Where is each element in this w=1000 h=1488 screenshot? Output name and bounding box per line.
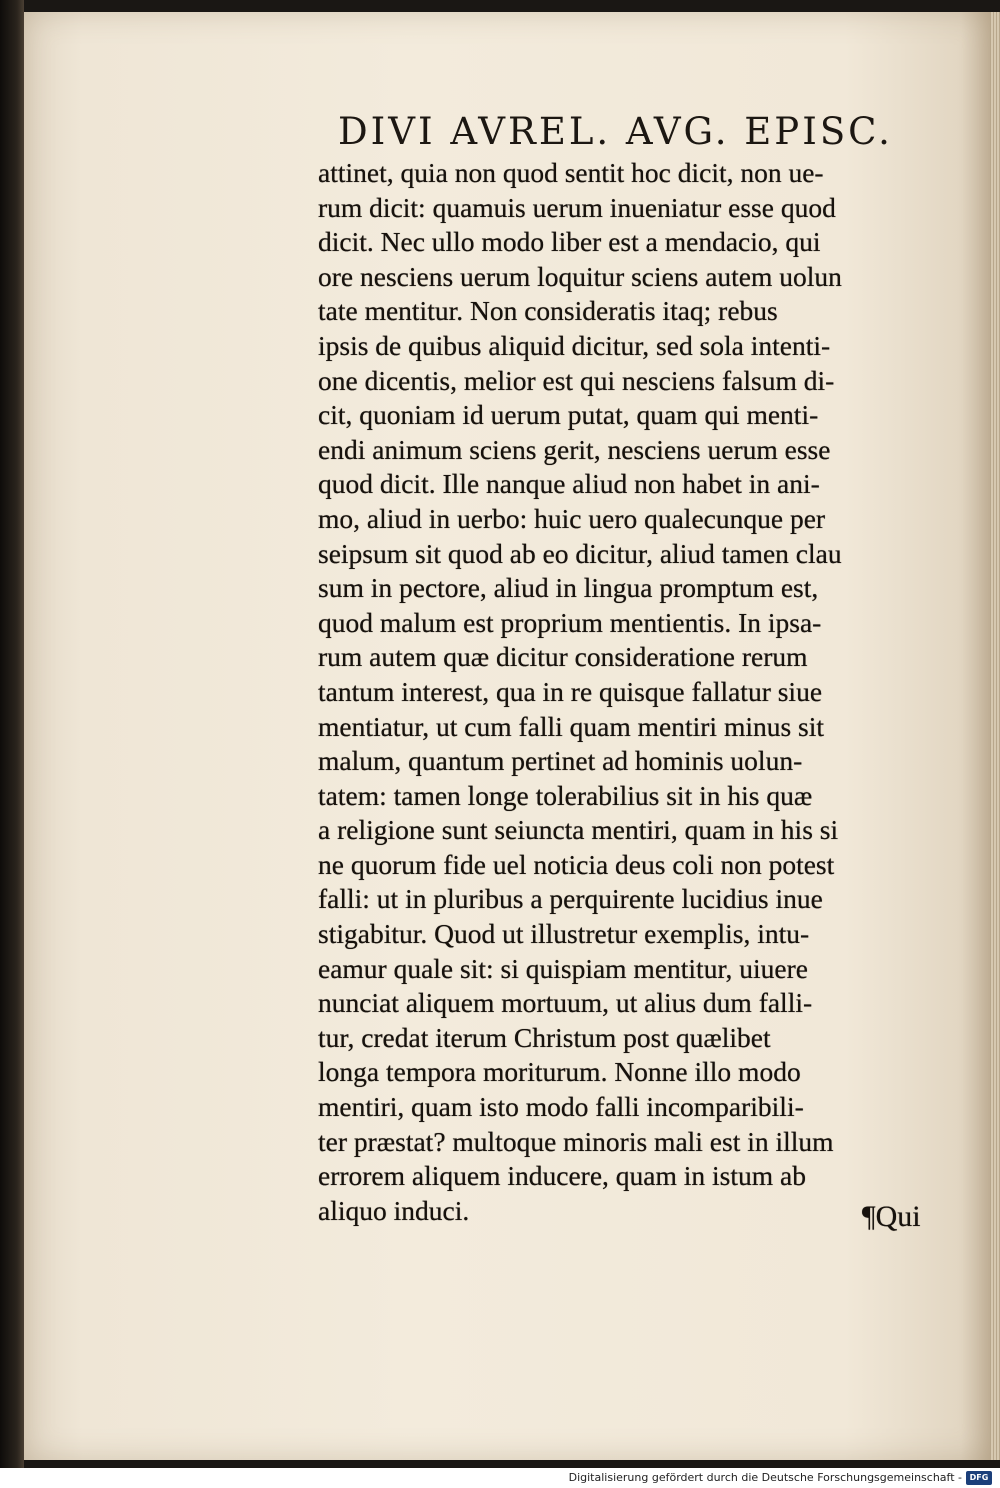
catchword (862, 1200, 921, 1234)
text-line: eamur quale sit: si quispiam mentitur, uiuere (318, 952, 808, 984)
text-line: tatem: tamen longe tolerabilius sit in his quæ (318, 779, 813, 811)
text-line: ter præstat? multoque minoris mali est in illum (318, 1125, 834, 1157)
text-line: tate mentitur. Non consideratis itaq; rebus (318, 295, 778, 327)
text-line: quod malum est proprium mentientis. In ipsa- (318, 606, 822, 638)
text-line: cit, quoniam id uerum putat, quam qui menti- (318, 399, 819, 431)
dfg-logo: DFG (966, 1471, 992, 1485)
catchword-text: Qui (875, 1200, 921, 1233)
text-line: a religione sunt seiuncta mentiri, quam in his si (318, 814, 839, 846)
text-line: seipsum sit quod ab eo dicitur, aliud tamen clau (318, 537, 842, 569)
text-line: quod dicit. Ille nanque aliud non habet in ani- (318, 468, 820, 500)
text-line: longa tempora moriturum. Nonne illo modo (318, 1056, 801, 1088)
text-line: endi animum sciens gerit, nesciens uerum esse (318, 433, 831, 465)
body-text (318, 156, 948, 1228)
page-edge (990, 12, 1000, 1460)
text-line: mo, aliud in uerbo: huic uero qualecunque per (318, 502, 826, 534)
funding-credit: Digitalisierung gefördert durch die Deutsche Forschungsgemeinschaft - (568, 1471, 962, 1484)
text-line: nunciat aliquem mortuum, ut alius dum falli- (318, 987, 813, 1019)
text-line: attinet, quia non quod sentit hoc dicit, non ue- (318, 157, 824, 188)
text-line: sum in pectore, aliud in lingua promptum est, (318, 572, 819, 604)
text-line: dicit. Nec ullo modo liber est a mendacio, qui (318, 226, 821, 258)
text-line: tur, credat iterum Christum post quælibet (318, 1021, 771, 1053)
text-line: stigabitur. Quod ut illustretur exemplis, intu- (318, 918, 810, 950)
paragraph-mark-icon: ¶ (862, 1200, 876, 1233)
text-line: tantum interest, qua in re quisque fallatur siue (318, 675, 823, 707)
text-line: ne quorum fide uel noticia deus coli non potest (318, 848, 835, 880)
book-binding-left (0, 0, 24, 1468)
text-line: falli: ut in pluribus a perquirente lucidius inue (318, 883, 823, 915)
text-line: aliquo induci. (318, 1194, 470, 1226)
text-line: ipsis de quibus aliquid dicitur, sed sola intenti- (318, 329, 831, 361)
text-line: one dicentis, melior est qui nesciens falsum di- (318, 364, 835, 396)
text-line: errorem aliquem inducere, quam in istum ab (318, 1160, 806, 1192)
running-head: DIVI AVREL. AVG. EPISC. (338, 110, 893, 153)
text-line: malum, quantum pertinet ad hominis uolun- (318, 745, 803, 777)
text-line: mentiri, quam isto modo falli incomparibili- (318, 1091, 804, 1123)
text-line: rum autem quæ dicitur consideratione rerum (318, 641, 808, 673)
text-line: mentiatur, ut cum falli quam mentiri minus sit (318, 710, 825, 742)
text-line: ore nesciens uerum loquitur sciens autem uolun (318, 260, 842, 292)
text-line: rum dicit: quamuis uerum inueniatur esse quod (318, 191, 836, 223)
